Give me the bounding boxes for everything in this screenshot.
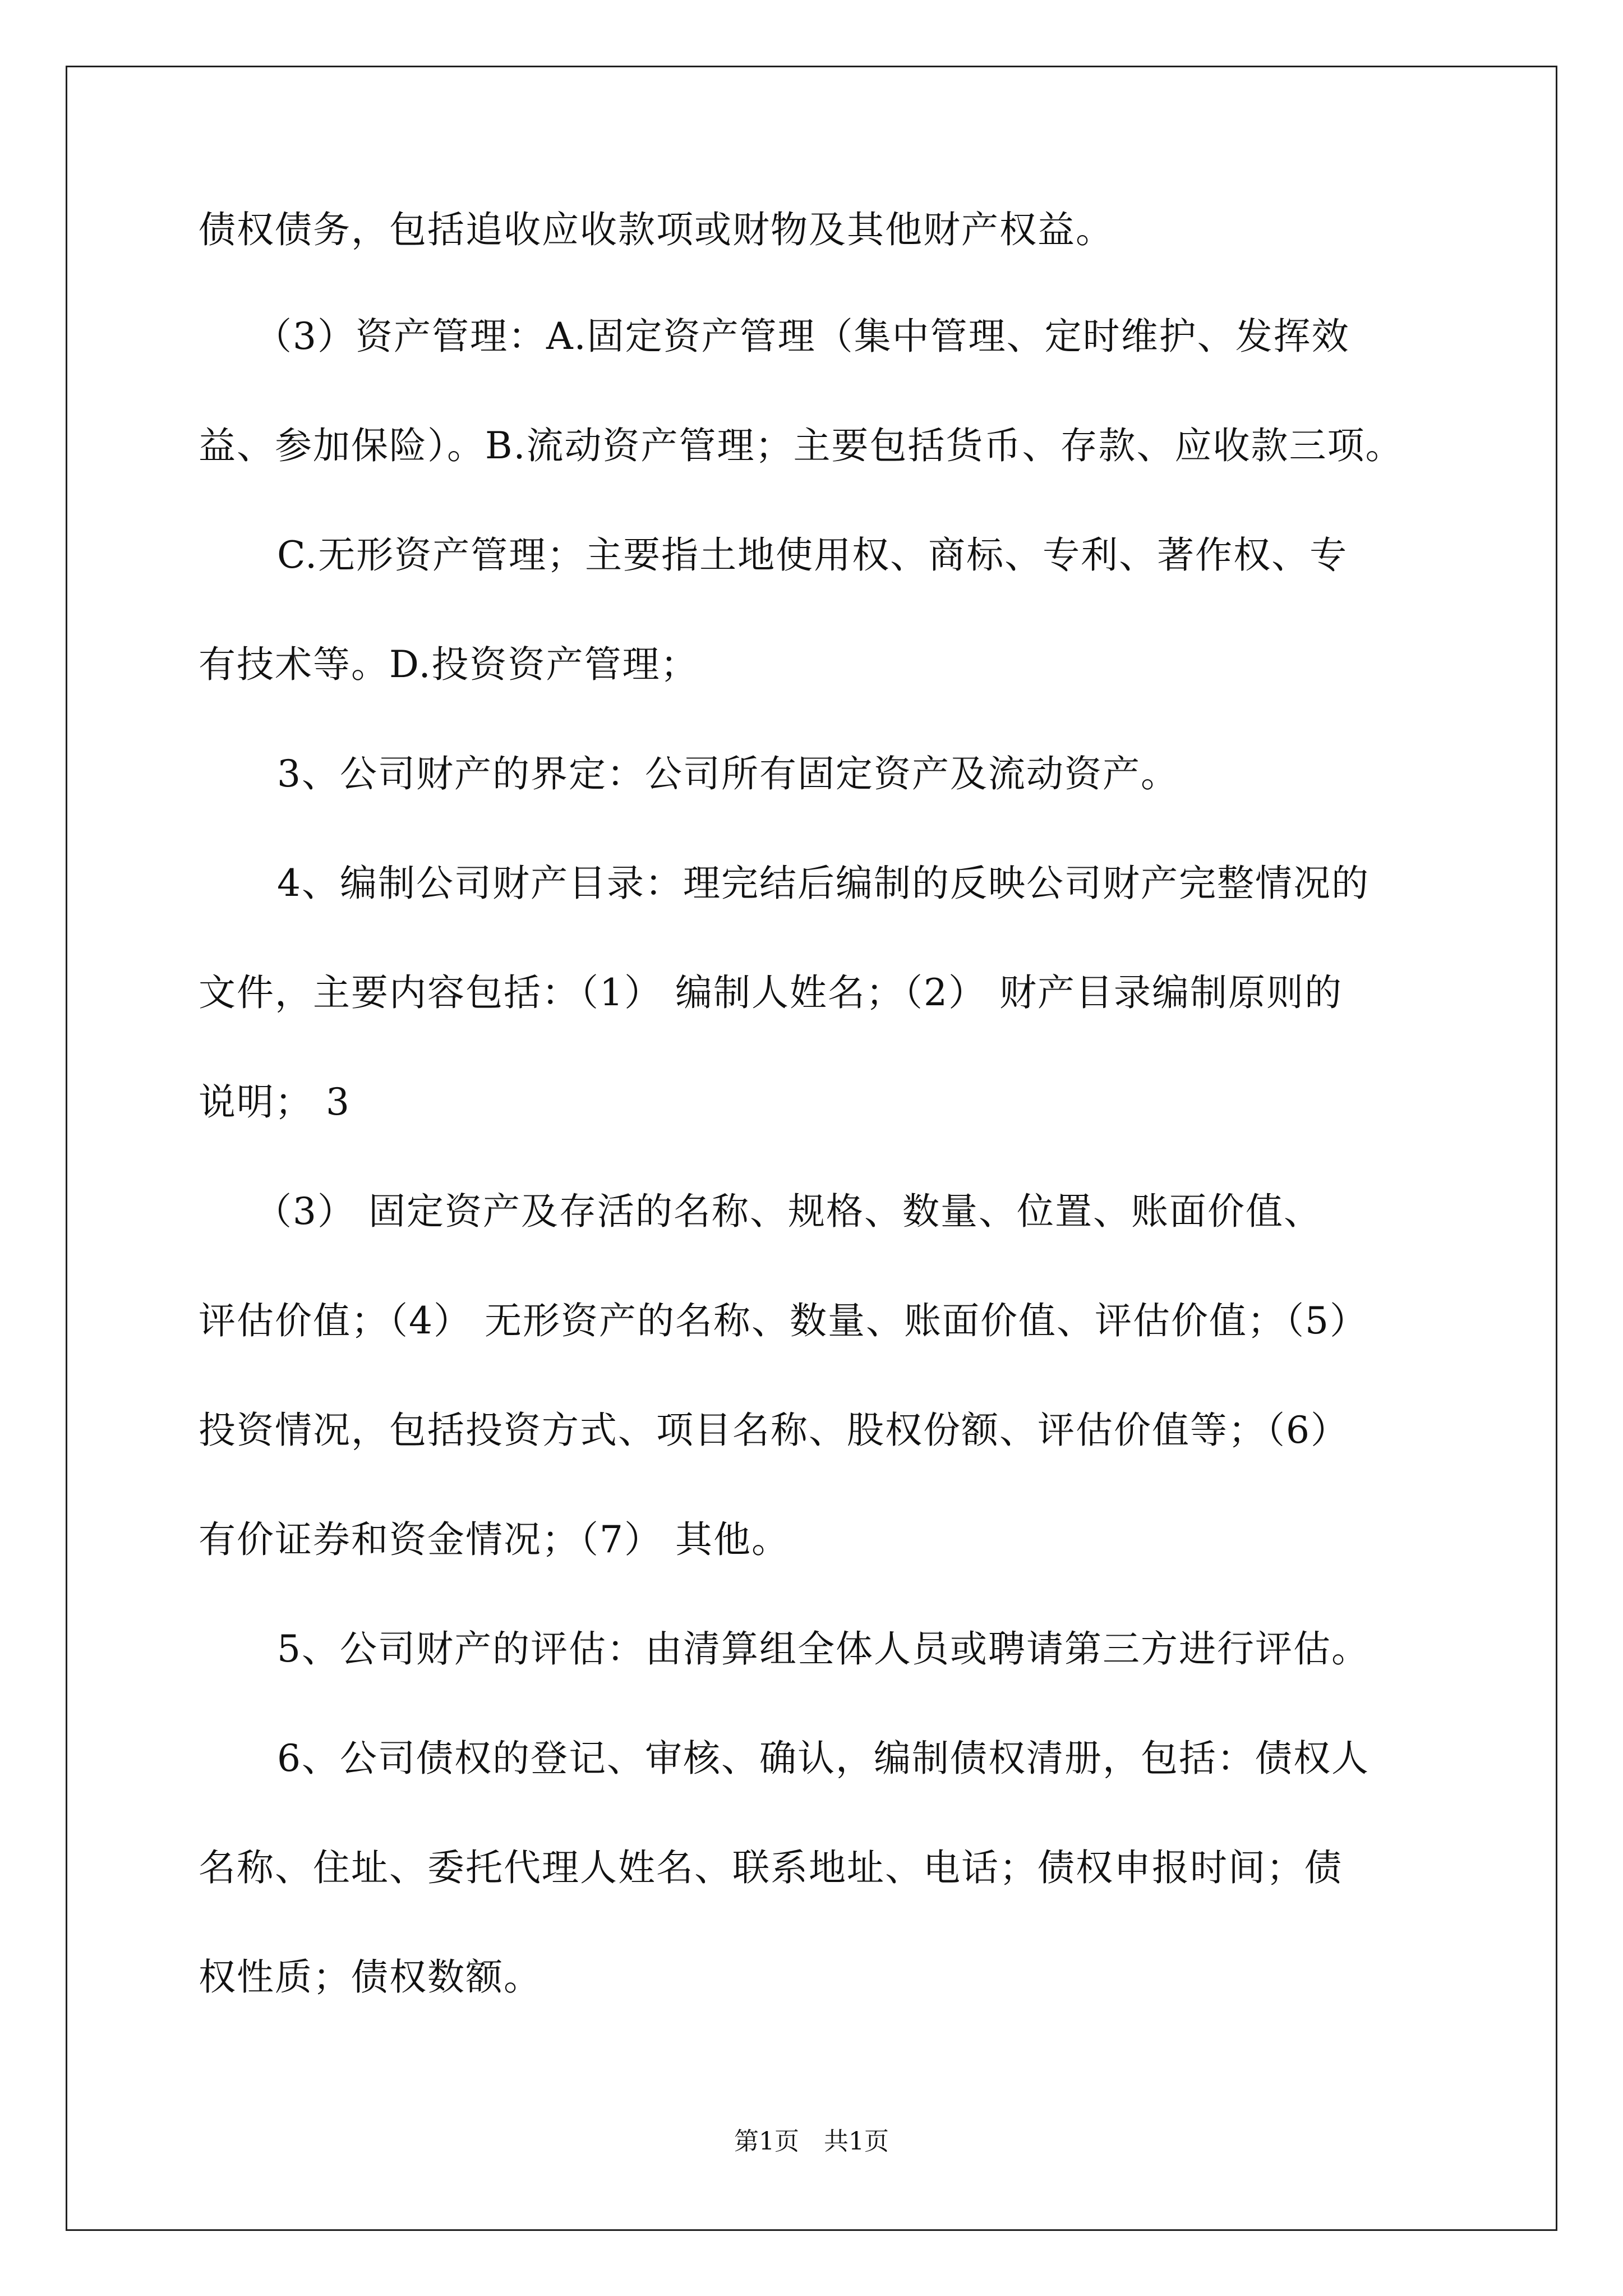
text-line: 3、公司财产的界定：公司所有固定资产及流动资产。 <box>277 752 1179 795</box>
text-line: 权性质；债权数额。 <box>199 1955 542 1999</box>
text-line: 评估价值；（4） 无形资产的名称、数量、账面价值、评估价值；（5） <box>199 1299 1368 1342</box>
text-line: 投资情况，包括投资方式、项目名称、股权份额、评估价值等；（6） <box>199 1409 1349 1452</box>
text-line: 4、编制公司财产目录：理完结后编制的反映公司财产完整情况的 <box>277 862 1370 905</box>
text-line: 名称、住址、委托代理人姓名、联系地址、电话；债权申报时间；债 <box>199 1846 1343 1889</box>
text-line: C.无形资产管理；主要指土地使用权、商标、专利、著作权、专 <box>277 533 1348 577</box>
page-number-footer: 第1页 共1页 <box>734 2127 889 2156</box>
text-line: 有技术等。D.投资资产管理； <box>199 643 699 686</box>
page-border <box>66 66 1557 2231</box>
text-line: （3） 固定资产及存活的名称、规格、数量、位置、账面价值、 <box>255 1190 1322 1233</box>
text-line: 有价证券和资金情况；（7） 其他。 <box>199 1518 790 1561</box>
text-line: 说明； 3 <box>199 1080 351 1124</box>
text-line: 5、公司财产的评估：由清算组全体人员或聘请第三方进行评估。 <box>277 1627 1370 1671</box>
text-line: 文件，主要内容包括：（1） 编制人姓名；（2） 财产目录编制原则的 <box>199 971 1343 1014</box>
text-line: 债权债务，包括追收应收款项或财物及其他财产权益。 <box>199 208 1114 251</box>
text-line: 6、公司债权的登记、审核、确认，编制债权清册，包括：债权人 <box>277 1737 1370 1780</box>
text-line: 益、参加保险）。B.流动资产管理；主要包括货币、存款、应收款三项。 <box>199 424 1404 467</box>
text-line: （3）资产管理：A.固定资产管理（集中管理、定时维护、发挥效 <box>255 315 1350 358</box>
